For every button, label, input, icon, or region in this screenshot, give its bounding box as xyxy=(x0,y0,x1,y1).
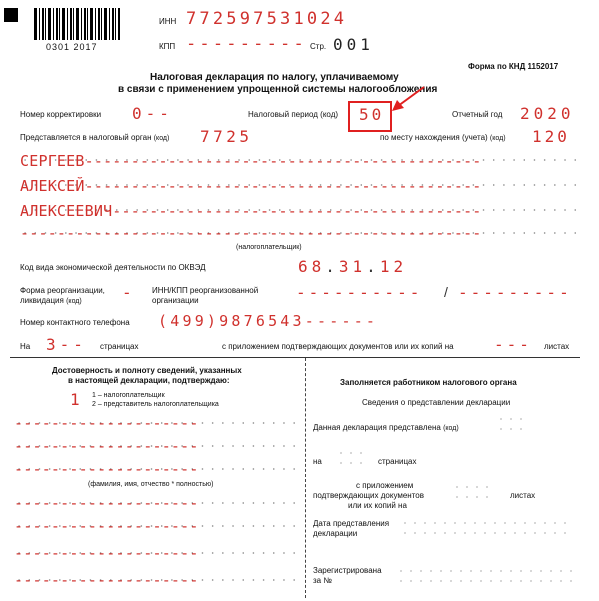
right-attach-label3: или их копий на xyxy=(348,501,407,510)
reorg-slash: / xyxy=(444,284,448,300)
okved-value xyxy=(298,257,407,276)
correction-label: Номер корректировки xyxy=(20,110,102,119)
page-value: 001 xyxy=(333,35,374,54)
date-label2: декларации xyxy=(313,529,358,538)
right-attach-cells xyxy=(452,482,494,504)
taxpayer-line-2: АЛЕКСЕЙ------------------------------------------- xyxy=(20,175,576,197)
signer-row-2: -------------------- xyxy=(14,436,300,456)
signer-row-7: -------------------- xyxy=(14,570,300,590)
reorg-value: - xyxy=(122,283,132,302)
pointer-arrow-icon xyxy=(388,84,428,114)
signer-row-3: -------------------- xyxy=(14,459,300,479)
registered-label2: за № xyxy=(313,576,332,585)
submitted-label xyxy=(313,423,459,434)
right-subtitle: Сведения о представлении декларации xyxy=(362,398,511,407)
signer-caption: (фамилия, имя, отчество * полностью) xyxy=(88,481,214,488)
year-value: 2020 xyxy=(520,104,575,123)
authority-label-text: Представляется в налоговый орган xyxy=(20,133,152,142)
signer-row-4: -------------------- xyxy=(14,493,300,513)
okved-part2: 31 xyxy=(338,257,367,276)
right-pages-cells xyxy=(336,448,368,470)
location-label-text: по месту нахождения (учета) xyxy=(380,133,488,142)
signer-row-5: -------------------- xyxy=(14,516,300,536)
attach-label: с приложением подтверждающих документов или их копий на xyxy=(222,342,454,351)
location-label xyxy=(380,133,506,144)
year-label: Отчетный год xyxy=(452,110,503,119)
form-code: Форма по КНД 1152017 xyxy=(468,62,559,71)
inn-label: ИНН xyxy=(159,17,177,26)
pages-count: 3-- xyxy=(46,335,87,354)
okved-label: Код вида экономической деятельности по ОКВЭД xyxy=(20,263,206,272)
submitted-code-cells xyxy=(496,414,526,436)
taxpayer-line-4: -------------------------------------------------- xyxy=(20,223,576,243)
corner-marker xyxy=(4,8,18,22)
sheets-label: листах xyxy=(544,342,570,351)
location-value: 120 xyxy=(532,127,570,146)
signer-row-6: -------------------- xyxy=(14,543,300,563)
okved-part1: 68 xyxy=(298,257,326,276)
attach-count: --- xyxy=(494,335,532,354)
reorg-label2-text: ликвидация xyxy=(20,296,64,305)
signer-row-1: -------------------- xyxy=(14,413,300,433)
period-value: 50 xyxy=(359,105,385,124)
okved-sep1: . xyxy=(325,257,339,276)
section-divider xyxy=(10,357,580,358)
taxpayer-line-3: АЛЕКСЕЕВИЧ---------------------------------------- xyxy=(20,200,576,222)
right-pages-label: страницах xyxy=(378,457,417,466)
okved-sep2: . xyxy=(366,257,380,276)
phone-value: (499)9876543------ xyxy=(158,312,379,330)
signer-option2: 2 – представитель налогоплательщика xyxy=(92,401,219,408)
reorg-inn-kpp-label1: ИНН/КПП реорганизованной xyxy=(152,286,259,295)
left-title2: в настоящей декларации, подтверждаю: xyxy=(68,376,230,385)
date-label1: Дата представления xyxy=(313,519,390,528)
date-cells xyxy=(400,518,568,540)
center-divider xyxy=(305,358,306,598)
authority-code-label: (код) xyxy=(153,135,170,142)
right-attach-label1: с приложением xyxy=(356,481,414,490)
correction-value: 0-- xyxy=(132,104,173,123)
barcode-number: 0301 2017 xyxy=(46,42,98,52)
submitted-label-text: Данная декларация представлена xyxy=(313,423,441,432)
registered-cells xyxy=(396,566,572,588)
period-label: Налоговый период (код) xyxy=(248,110,339,119)
signer-code: 1 xyxy=(70,390,80,409)
right-attach-label2: подтверждающих документов xyxy=(313,491,424,500)
kpp-label: КПП xyxy=(159,42,176,51)
title-line2: в связи с применением упрощенной системы налогообложения xyxy=(118,84,438,95)
pages-label: страницах xyxy=(100,342,139,351)
page-label: Стр. xyxy=(310,42,327,51)
registered-label1: Зарегистрирована xyxy=(313,566,382,575)
reorg-kpp-value: --------- xyxy=(458,283,572,302)
taxpayer-line-1: СЕРГЕЕВ------------------------------------------- xyxy=(20,150,576,172)
taxpayer-caption: (налогоплательщик) xyxy=(236,244,302,251)
phone-label: Номер контактного телефона xyxy=(20,318,130,327)
left-title1: Достоверность и полноту сведений, указанных xyxy=(52,366,242,375)
kpp-value: --------- xyxy=(186,34,307,54)
reorg-inn-kpp-label2: организации xyxy=(152,296,199,305)
right-on-label: на xyxy=(313,457,322,466)
barcode xyxy=(34,8,120,40)
inn-value: 772597531024 xyxy=(186,9,348,29)
right-sheets-label: листах xyxy=(510,491,536,500)
authority-label xyxy=(20,133,169,144)
right-title: Заполняется работником налогового органа xyxy=(340,378,517,387)
authority-value: 7725 xyxy=(200,127,253,146)
submitted-code-label: (код) xyxy=(443,425,459,432)
reorg-code-label: (код) xyxy=(66,298,82,305)
pages-on-label: На xyxy=(20,342,31,351)
okved-part3: 12 xyxy=(379,257,408,276)
title-line1: Налоговая декларация по налогу, уплачиваемому xyxy=(150,72,399,83)
reorg-label2 xyxy=(20,296,82,307)
reorg-label1: Форма реорганизации, xyxy=(20,286,105,295)
location-code-label: (код) xyxy=(489,135,506,142)
signer-option1: 1 – налогоплательщик xyxy=(92,392,165,399)
reorg-inn-value: ---------- xyxy=(296,283,423,302)
